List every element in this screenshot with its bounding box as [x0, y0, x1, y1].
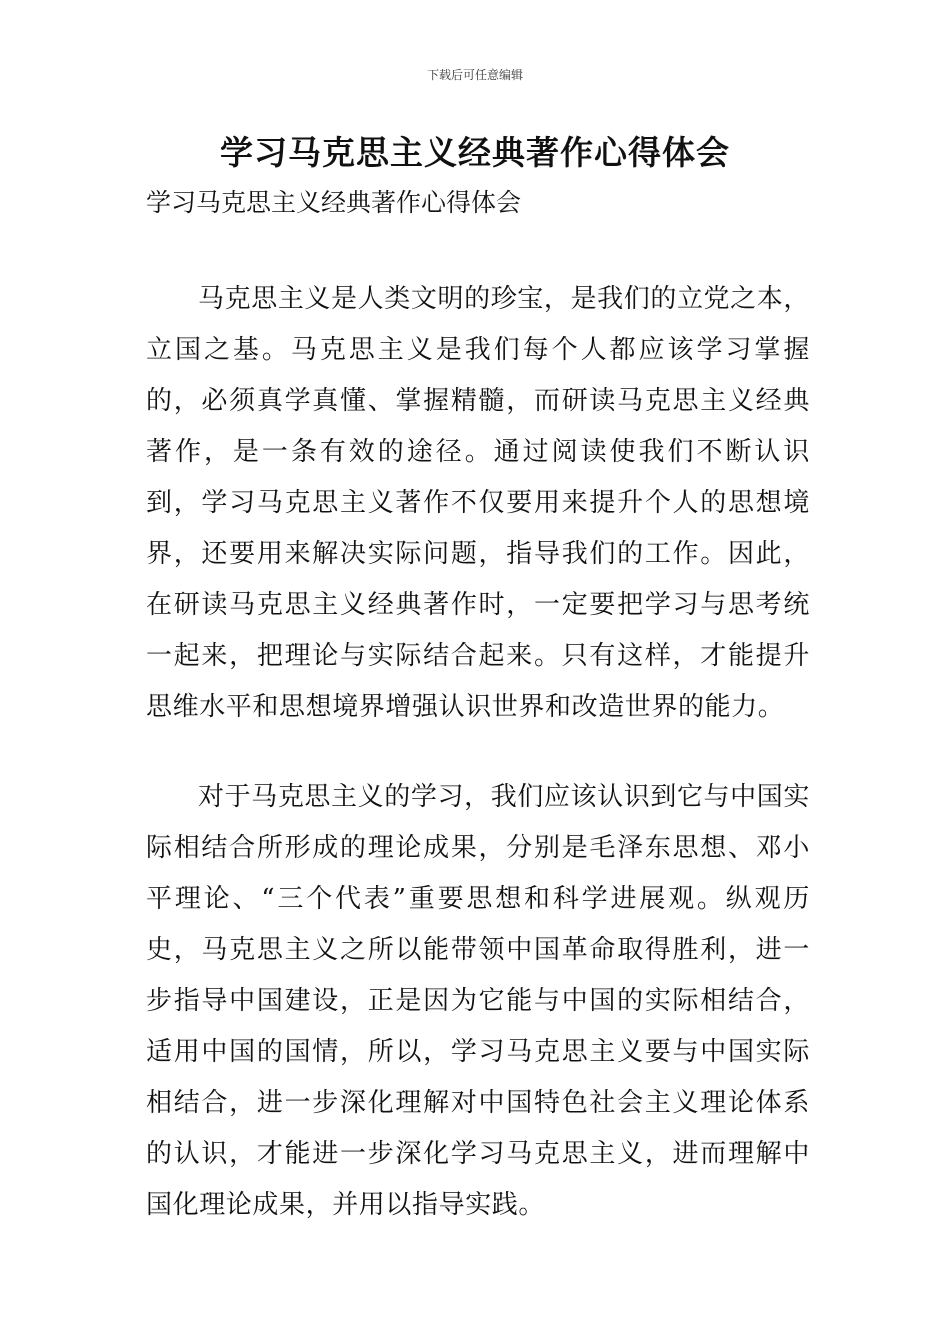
document-title: 学习马克思主义经典著作心得体会	[220, 133, 730, 172]
body-paragraph: 马克思主义是人类文明的珍宝，是我们的立党之本，立国之基。马克思主义是我们每个人都应该学习掌握的，必须真学真懂、掌握精髓，而研读马克思主义经典著作，是一条有效的途径。通过阅读使我们不断认识到，学习马克思主义著作不仅要用来提升个人的思想境界，还要用来解决实际问题，指导我们的工作。因此，在研读马克思主义经典著作时，一定要把学习与思考统一起来，把理论与实际结合起来。只有这样，才能提升思维水平和思想境界增强认识世界和改造世界的能力。	[146, 284, 810, 722]
body-paragraph: 对于马克思主义的学习，我们应该认识到它与中国实际相结合所形成的理论成果，分别是毛泽东思想、邓小平理论、“三个代表”重要思想和科学进展观。纵观历史，马克思主义之所以能带领中国革命取得胜利，进一步指导中国建设，正是因为它能与中国的实际相结合，适用中国的国情，所以，学习马克思主义要与中国实际相结合，进一步深化理解对中国特色社会主义理论体系的认识，才能进一步深化学习马克思主义，进而理解中国化理论成果，并用以指导实践。	[146, 782, 810, 1220]
header-note: 下载后可任意编辑	[426, 68, 523, 82]
document-subtitle: 学习马克思主义经典著作心得体会	[146, 188, 522, 217]
